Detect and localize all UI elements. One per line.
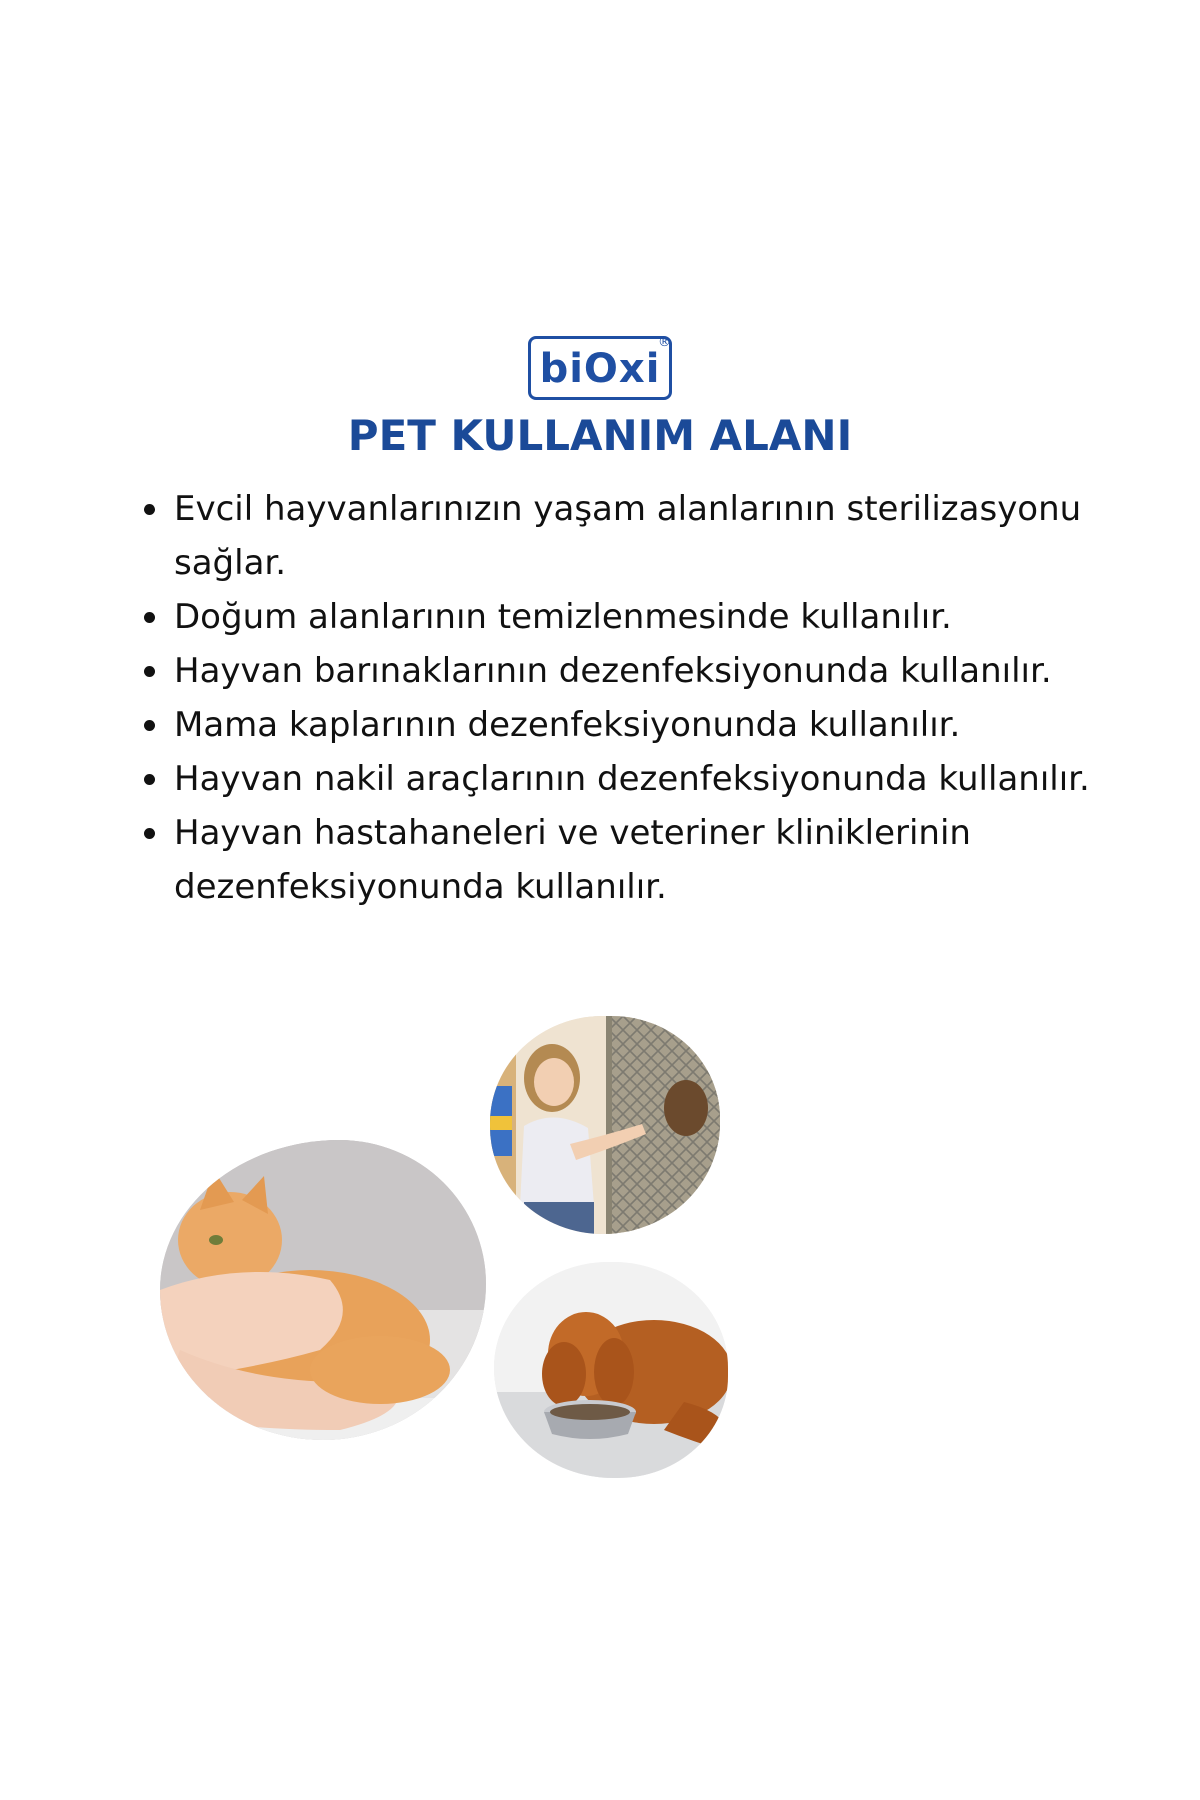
shelter-photo bbox=[490, 1016, 720, 1234]
list-item bbox=[140, 482, 1180, 590]
shelter-illustration bbox=[490, 1016, 720, 1234]
bullet-icon bbox=[144, 666, 155, 677]
bullet-icon bbox=[144, 720, 155, 731]
dog-photo bbox=[494, 1262, 728, 1478]
list-item-text: Hayvan nakil araçlarının dezenfeksiyonunda kullanılır. bbox=[174, 759, 1090, 799]
logo-text: biOxi bbox=[539, 346, 661, 392]
bullet-icon bbox=[144, 504, 155, 515]
bullet-icon bbox=[144, 612, 155, 623]
list-item bbox=[140, 644, 1180, 698]
list-item-text: Mama kaplarının dezenfeksiyonunda kullanılır. bbox=[174, 705, 961, 745]
registered-mark: ® bbox=[658, 335, 671, 350]
list-item-text: Hayvan hastahaneleri ve veteriner kliniklerinin dezenfeksiyonunda kullanılır. bbox=[174, 813, 971, 907]
usage-list bbox=[140, 482, 1180, 914]
bullet-icon bbox=[144, 774, 155, 785]
cat-illustration bbox=[160, 1140, 486, 1440]
bioxi-logo bbox=[528, 336, 672, 400]
bullet-icon bbox=[144, 828, 155, 839]
cat-photo bbox=[160, 1140, 486, 1440]
list-item-text: Hayvan barınaklarının dezenfeksiyonunda kullanılır. bbox=[174, 651, 1052, 691]
dog-illustration bbox=[494, 1262, 728, 1478]
list-item bbox=[140, 698, 1180, 752]
list-item-text: Doğum alanlarının temizlenmesinde kullanılır. bbox=[174, 597, 952, 637]
list-item-text: Evcil hayvanlarınızın yaşam alanlarının sterilizasyonu sağlar. bbox=[174, 489, 1082, 583]
list-item bbox=[140, 752, 1180, 806]
list-item bbox=[140, 590, 1180, 644]
page-title: PET KULLANIM ALANI bbox=[347, 411, 853, 460]
list-item bbox=[140, 806, 1180, 914]
